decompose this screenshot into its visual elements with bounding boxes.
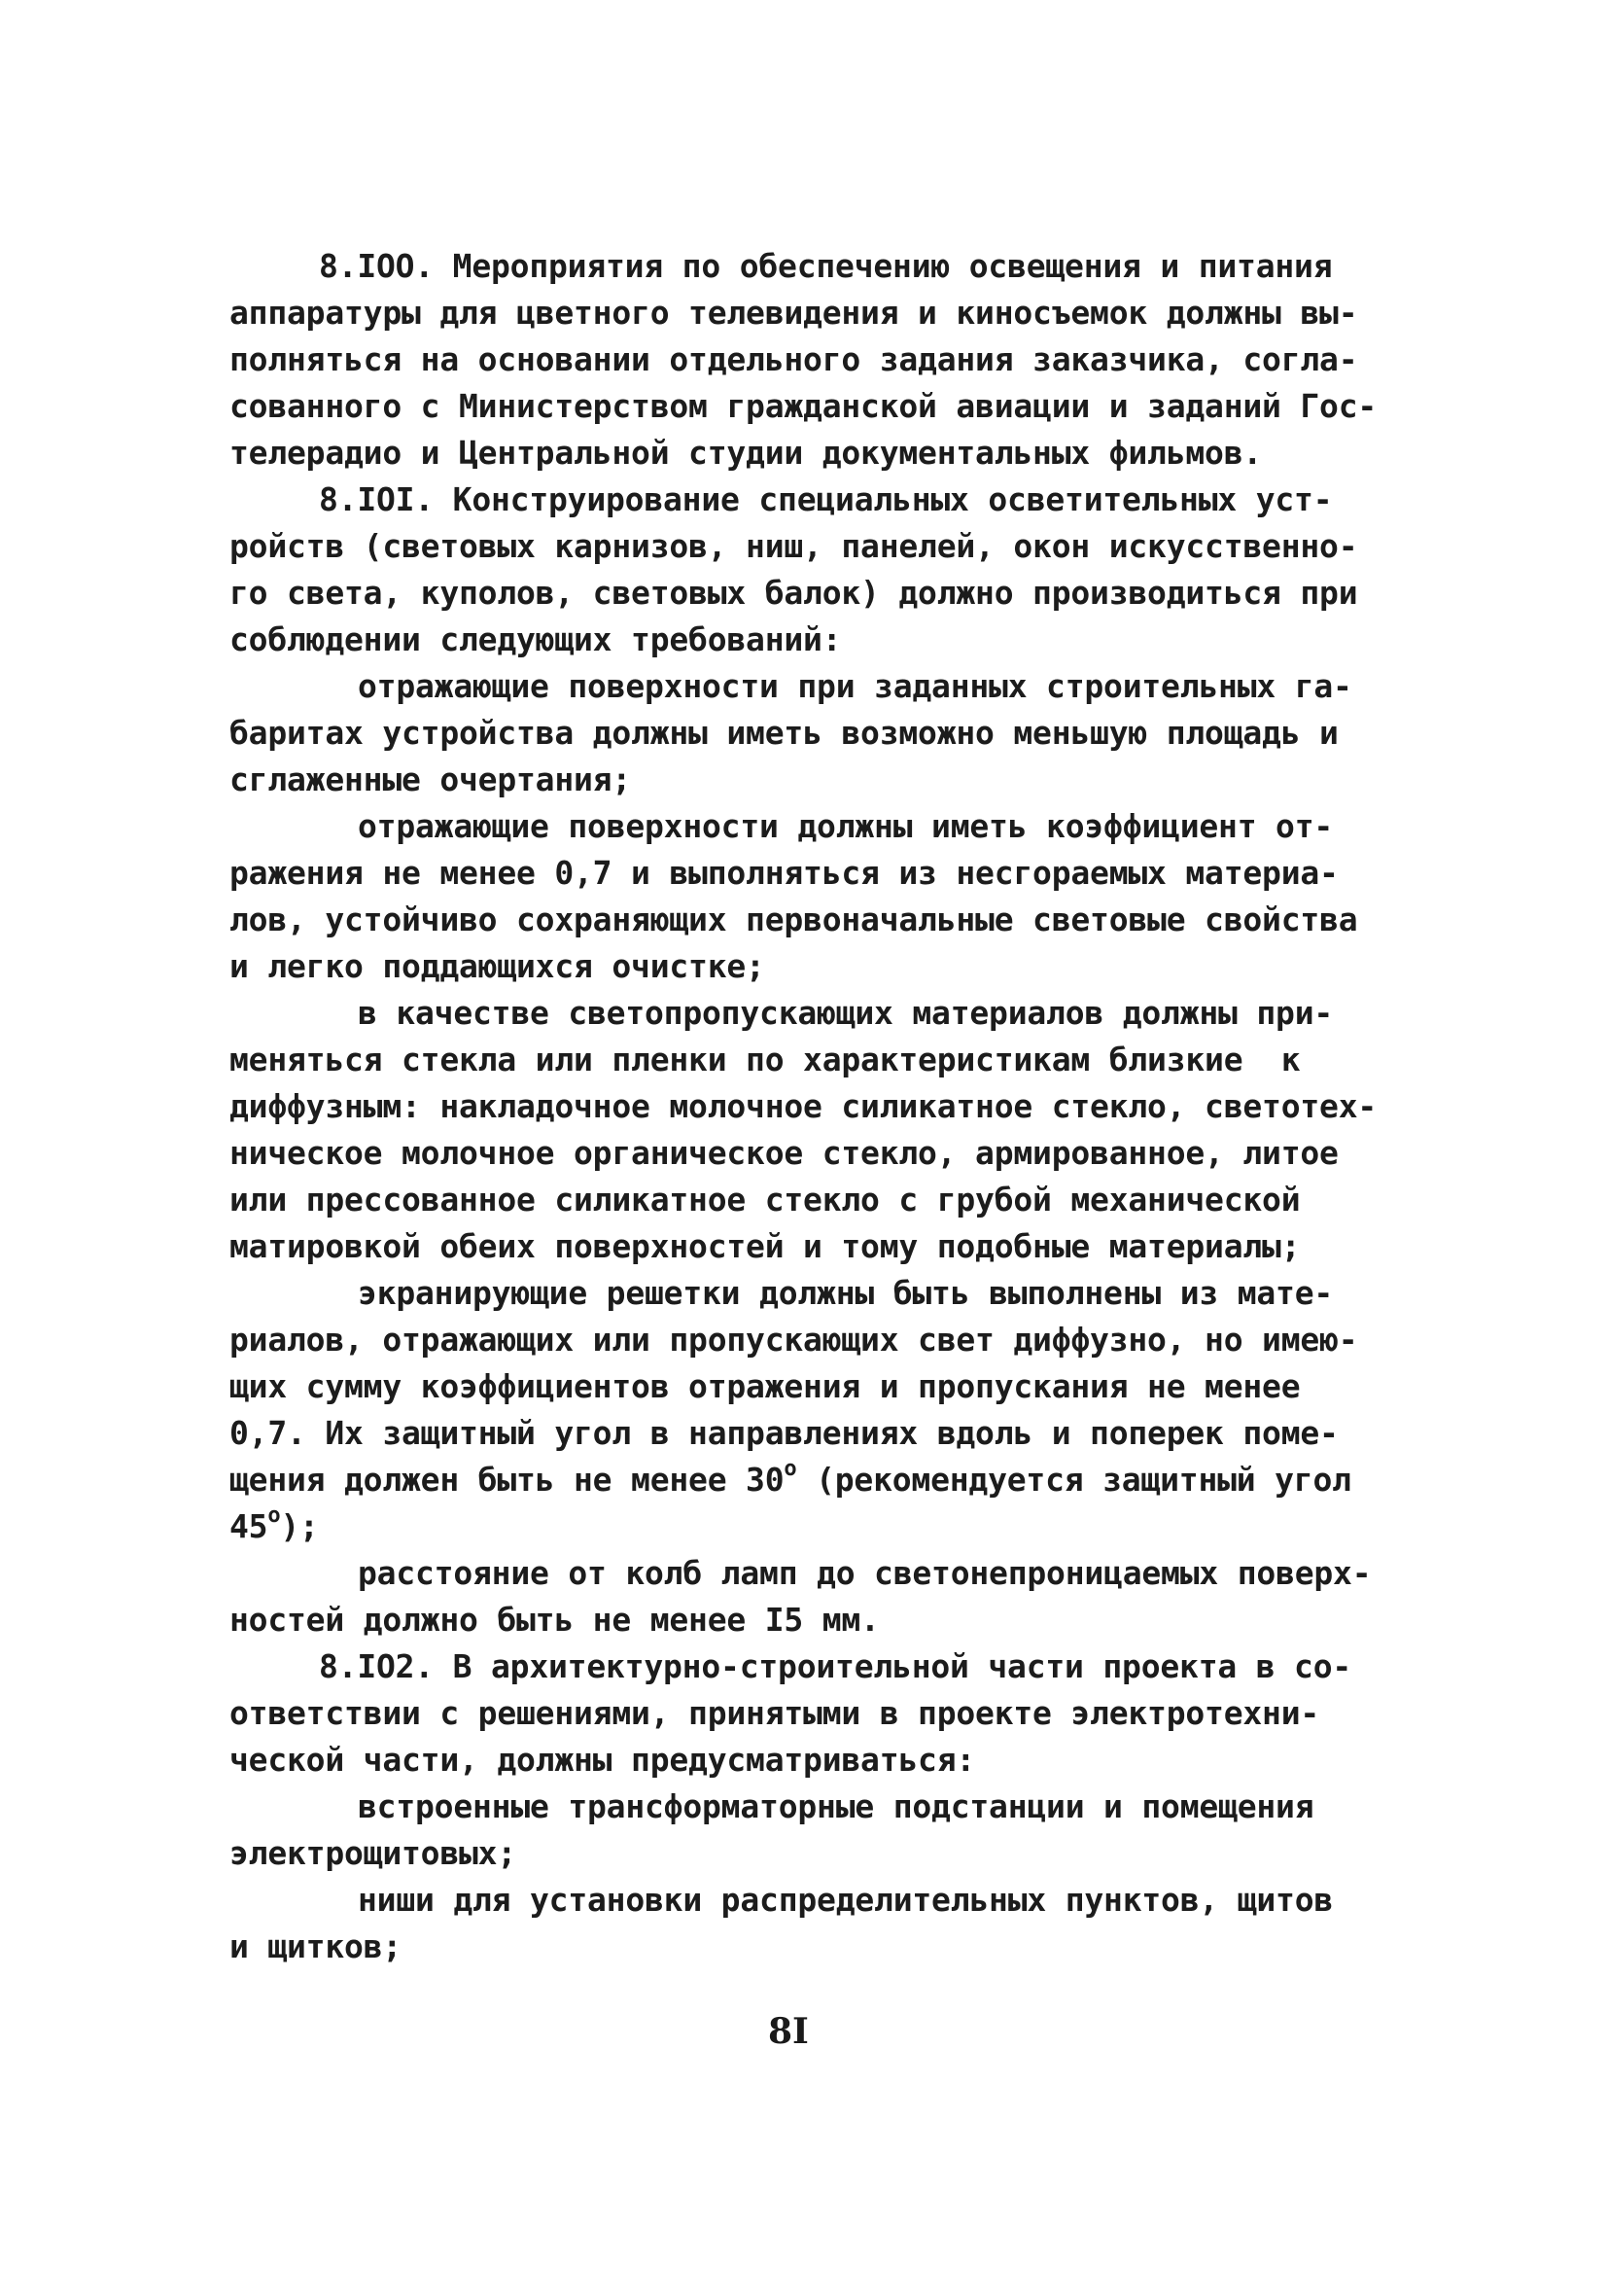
text-line: баритах устройства должны иметь возможно меньшую площадь и bbox=[229, 714, 1339, 752]
text-line: щих сумму коэффициентов отражения и пропускания не менее bbox=[229, 1367, 1301, 1405]
text-line: сглаженные очертания; bbox=[229, 760, 632, 798]
text-segment: щения должен быть не менее 30 bbox=[229, 1461, 785, 1499]
text-segment: ); bbox=[280, 1507, 319, 1545]
degree-superscript: o bbox=[784, 1457, 797, 1481]
text-line: телерадио и Центральной студии документальных фильмов. bbox=[229, 434, 1263, 472]
text-line: или прессованное силикатное стекло с грубой механической bbox=[229, 1181, 1301, 1219]
degree-superscript: o bbox=[267, 1503, 281, 1528]
text-line bbox=[229, 1457, 1377, 1503]
text-line: ническое молочное органическое стекло, армированное, литое bbox=[229, 1134, 1339, 1172]
text-line: ройств (световых карнизов, ниш, панелей, окон искусственно- bbox=[229, 527, 1358, 565]
text-segment: 45 bbox=[229, 1507, 268, 1545]
text-line: отражающие поверхности должны иметь коэффициент от- bbox=[358, 807, 1334, 845]
text-line: лов, устойчиво сохраняющих первоначальные световые свойства bbox=[229, 901, 1358, 938]
body-text bbox=[229, 243, 1377, 1970]
text-line: в качестве светопропускающих материалов должны при- bbox=[358, 994, 1334, 1032]
text-line: отражающие поверхности при заданных строительных га- bbox=[358, 667, 1352, 705]
text-line: меняться стекла или пленки по характеристикам близкие к bbox=[229, 1041, 1301, 1078]
text-line: 8.IOO. Мероприятия по обеспечению освещения и питания bbox=[319, 247, 1333, 285]
text-line: соблюдении следующих требований: bbox=[229, 620, 842, 658]
text-line: полняться на основании отдельного задания заказчика, согла- bbox=[229, 340, 1358, 378]
text-line: ниши для установки распределительных пунктов, щитов bbox=[358, 1881, 1334, 1919]
text-line: 8.IO2. В архитектурно-строительной части проекта в со- bbox=[319, 1647, 1352, 1685]
page-number: 8I bbox=[768, 2011, 809, 2052]
text-line: го света, куполов, световых балок) должно производиться при bbox=[229, 574, 1358, 612]
text-line: ностей должно быть не менее I5 мм. bbox=[229, 1601, 880, 1639]
text-line bbox=[229, 1503, 1377, 1550]
text-line: 8.IOI. Конструирование специальных осветительных уст- bbox=[319, 480, 1333, 518]
text-line: встроенные трансформаторные подстанции и помещения bbox=[358, 1787, 1314, 1825]
text-line: экранирующие решетки должны быть выполнены из мате- bbox=[358, 1274, 1334, 1312]
text-line: сованного с Министерством гражданской авиации и заданий Гос- bbox=[229, 387, 1378, 425]
text-line: расстояние от колб ламп до светонепроницаемых поверх- bbox=[358, 1554, 1372, 1592]
text-line: ответствии с решениями, принятыми в проекте электротехни- bbox=[229, 1694, 1320, 1732]
text-line: ражения не менее 0,7 и выполняться из несгораемых материа- bbox=[229, 854, 1339, 892]
text-line: и щитков; bbox=[229, 1927, 402, 1965]
text-line: электрощитовых; bbox=[229, 1834, 517, 1872]
text-line: 0,7. Их защитный угол в направлениях вдоль и поперек поме- bbox=[229, 1414, 1339, 1452]
text-line: ческой части, должны предусматриваться: bbox=[229, 1741, 976, 1779]
text-line: и легко поддающихся очистке; bbox=[229, 947, 765, 985]
text-line: матировкой обеих поверхностей и тому подобные материалы; bbox=[229, 1227, 1301, 1265]
text-line: аппаратуры для цветного телевидения и киносъемок должны вы- bbox=[229, 294, 1358, 332]
text-line: риалов, отражающих или пропускающих свет диффузно, но имею- bbox=[229, 1321, 1358, 1359]
text-segment: (рекомендуется защитный угол bbox=[796, 1461, 1351, 1499]
text-line: диффузным: накладочное молочное силикатное стекло, светотех- bbox=[229, 1087, 1378, 1125]
